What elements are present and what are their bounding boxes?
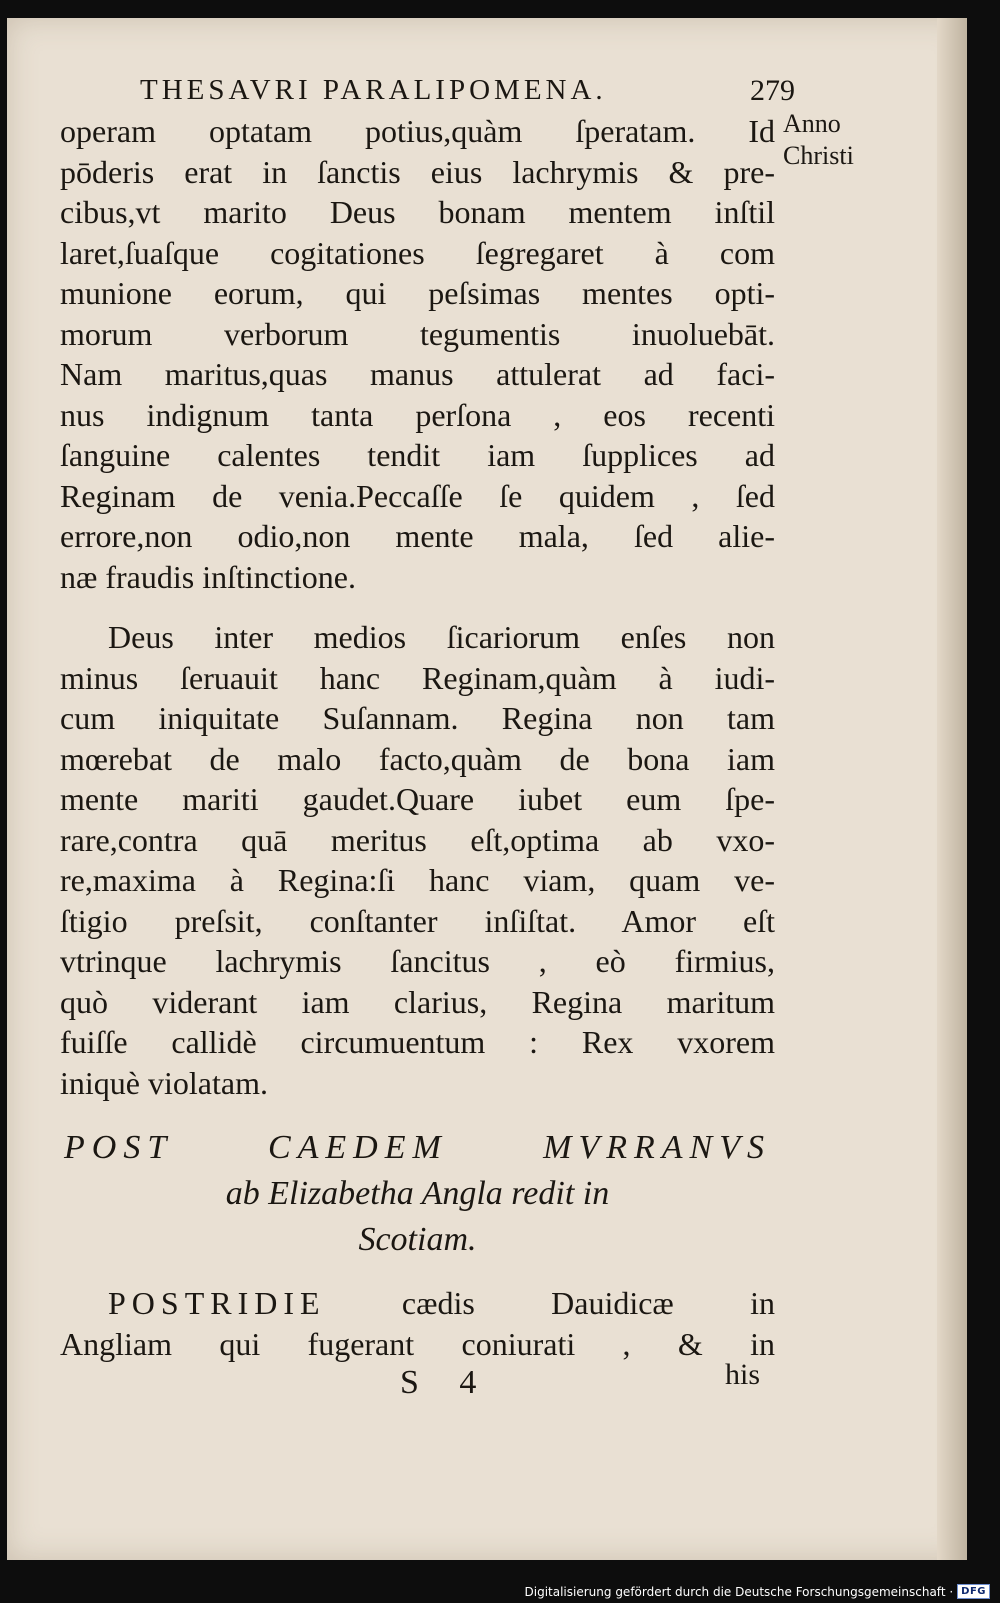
text-line: mente mariti gaudet.Quare iubet eum ſpe- — [60, 781, 775, 817]
marginal-note — [783, 108, 854, 172]
section-heading — [60, 1125, 775, 1263]
page-number: 279 — [750, 74, 795, 107]
text-line: Reginam de venia.Peccaſſe ſe quidem , ſed — [60, 477, 775, 514]
heading-line: POST CAEDEM MVRRANVS — [64, 1129, 771, 1166]
text-line: cibus,vt marito Deus bonam mentem inſtil — [60, 194, 775, 230]
page-foot — [60, 1358, 775, 1408]
text-line: fuiſſe callidè circumuentum : Rex vxorem — [60, 1024, 775, 1060]
text-line: pōderis erat in ſanctis eius lachrymis & pre- — [60, 153, 775, 190]
text-line — [60, 1283, 775, 1324]
text-line: nus indignum tanta perſona , eos recenti — [60, 396, 775, 433]
catchword: his — [725, 1358, 761, 1391]
text-line: Angliam qui fugerant coniurati , & in — [60, 1325, 775, 1362]
text-line: rare,contra quā meritus eſt,optima ab vxo- — [60, 821, 775, 858]
text-line: næ fraudis inſtinctione. — [60, 558, 356, 595]
text-line: Nam maritus,quas manus attulerat ad faci- — [60, 356, 775, 392]
text-line: cum iniquitate Suſannam. Regina non tam — [60, 700, 775, 736]
signature-mark: S 4 — [400, 1364, 493, 1401]
running-title: THESAVRI PARALIPOMENA. — [140, 74, 607, 106]
credit-text: Digitalisierung gefördert durch die Deutsche Forschungsgemeinschaft · — [524, 1584, 954, 1599]
text-line: Deus inter medios ſicariorum enſes non — [108, 619, 775, 655]
heading-line: ab Elizabetha Angla redit in — [225, 1175, 610, 1212]
text-line: vtrinque lachrymis ſancitus , eò firmius, — [60, 943, 775, 979]
text-fragment: cædis Dauidicæ in — [401, 1285, 776, 1321]
paragraph-1 — [60, 111, 775, 597]
lead-capitals: POSTRIDIE — [108, 1285, 326, 1321]
text-line: quò viderant iam clarius, Regina maritum — [60, 983, 775, 1020]
dfg-logo: DFG — [957, 1584, 990, 1599]
text-line: re,maxima à Regina:ſi hanc viam, quam ve- — [60, 862, 775, 898]
heading-line: Scotiam. — [358, 1221, 477, 1258]
text-line: iniquè violatam. — [60, 1064, 268, 1101]
running-head — [100, 69, 800, 109]
text-line: ſanguine calentes tendit iam ſupplices ad — [60, 437, 775, 473]
marginal-note-line: Anno — [783, 109, 841, 138]
text-line: morum verborum tegumentis inuoluebāt. — [60, 315, 775, 352]
paragraph-3 — [60, 1283, 775, 1364]
text-line: ſtigio preſsit, conſtanter inſiſtat. Amor eſt — [60, 902, 775, 939]
text-line: minus ſeruauit hanc Reginam,quàm à iudi- — [60, 659, 775, 696]
text-line: errore,non odio,non mente mala, ſed alie- — [60, 518, 775, 554]
text-line: munione eorum, qui peſsimas mentes opti- — [60, 275, 775, 311]
text-line: mœrebat de malo facto,quàm de bona iam — [60, 740, 775, 777]
paragraph-2 — [60, 617, 775, 1103]
marginal-note-line: Christi — [783, 141, 854, 170]
text-line: operam optatam potius,quàm ſperatam. Id — [60, 113, 775, 149]
page-gutter — [937, 18, 967, 1560]
body-text — [60, 111, 775, 1408]
book-page — [7, 18, 967, 1560]
text-line: laret,ſuaſque cogitationes ſegregaret à com — [60, 234, 775, 271]
digitization-credit — [525, 1584, 990, 1599]
